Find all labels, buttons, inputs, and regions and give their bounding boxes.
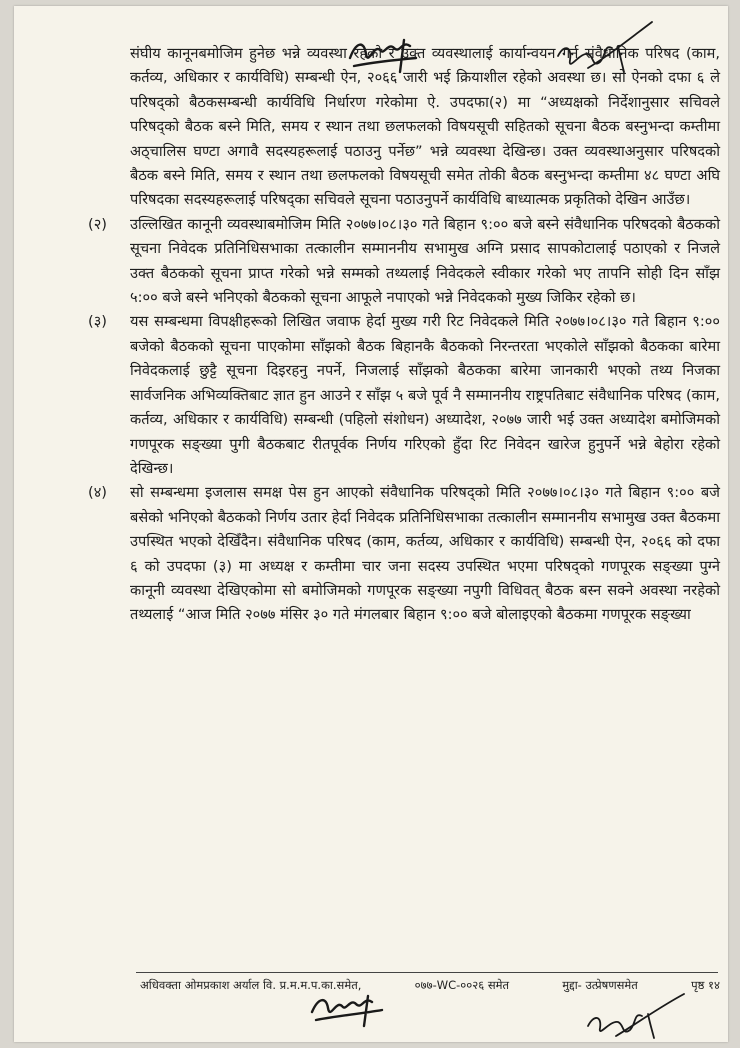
signature-bottom-right (580, 986, 690, 1042)
footer-page-number: पृष्ठ १४ (691, 978, 720, 992)
paragraph-2 (88, 213, 720, 311)
paragraph-intro (130, 42, 720, 213)
document-page (14, 6, 728, 1042)
paragraph-number: (३) (88, 313, 107, 331)
signature-bottom-left (306, 990, 390, 1030)
paragraph-number: (४) (88, 484, 107, 502)
footer-advocate: अधिवक्ता ओमप्रकाश अर्याल वि. प्र.म.म.प.का.समेत, (140, 978, 362, 992)
body-text (88, 42, 720, 628)
paragraph-text: यस सम्बन्धमा विपक्षीहरूको लिखित जवाफ हेर्दा मुख्य गरी रिट निवेदकले मिति २०७७।०८।३० गते बिहान ९:०० बजेको बैठकको सूचना पाएकोमा साँझको बैठक बिहानकै बैठकको निरन्तरता भएकोले साँझको बैठकका बारेमा निवेदकलाई छुट्टै सूचना दिइरहनु नपर्ने, निजलाई साँझको बैठकका बारेमा जानकारी भएको तथ्य निजका सार्वजनिक अभिव्यक्तिबाट ज्ञात हुन आउने र साँझ ५ बजे पूर्व नै सम्माननीय राष्ट्रपतिबाट संवैधानिक परिषद (काम, कर्तव्य, अधिकार र कार्यविधि) सम्बन्धी (पहिलो संशोधन) अध्यादेश, २०७७ जारी भई उक्त अध्यादेश बमोजिमको गणपूरक सङ्ख्या पुगी बैठकबाट रीतपूर्वक निर्णय गरिएको हुँदा रिट निवेदन खारेज हुनुपर्ने भन्ने बेहोरा रहेको देखिन्छ। (130, 313, 720, 477)
paragraph-text: उल्लिखित कानूनी व्यवस्थाबमोजिम मिति २०७७।०८।३० गते बिहान ९:०० बजे बस्ने संवैधानिक परिषदको बैठकको सूचना निवेदक प्रतिनिधिसभाका तत्कालीन सम्माननीय सभामुख अग्नि प्रसाद सापकोटालाई पठाएको र निजले उक्त बैठकको सूचना प्राप्त गरेको भन्ने सम्मको तथ्यलाई निवेदकले स्वीकार गरेको भए तापनि सोही दिन साँझ ५:०० बजे बस्ने भनिएको बैठकको सूचना आफूले नपाएको भन्ने निवेदकको मुख्य जिकिर रहेको छ। (130, 215, 720, 307)
paragraph-text: सो सम्बन्धमा इजलास समक्ष पेस हुन आएको संवैधानिक परिषद्को मिति २०७७।०८।३० गते बिहान ९:०० बजे बसेको भनिएको बैठकको निर्णय उतार हेर्दा निवेदक प्रतिनिधिसभाका तत्कालीन सम्माननीय सभामुख उक्त बैठकमा उपस्थित भएको देखिँदैन। संवैधानिक परिषद (काम, कर्तव्य, अधिकार र कार्यविधि) सम्बन्धी ऐन, २०६६ को दफा ६ को उपदफा (३) मा अध्यक्ष र कम्तीमा चार जना सदस्य उपस्थित भएमा परिषद्को गणपूरक सङ्ख्या पुग्ने कानूनी व्यवस्था देखिएकोमा सो बमोजिमको गणपूरक सङ्ख्या नपुगी विधिवत् बैठक बस्न सक्ने अवस्था नरहेको तथ्यलाई “आज मिति २०७७ मंसिर ३० गते मंगलबार बिहान ९:०० बजे बोलाइएको बैठकमा गणपूरक सङ्ख्या (130, 484, 720, 624)
paragraph-number: (२) (88, 215, 107, 233)
paragraph-4 (88, 481, 720, 627)
footer-case-number: ०७७-WC-००२६ समेत (414, 978, 510, 992)
footer-subject: मुद्दा- उत्प्रेषणसमेत (562, 978, 638, 992)
paragraph-text: संघीय कानूनबमोजिम हुनेछ भन्ने व्यवस्था रहेको र उक्त व्यवस्थालाई कार्यान्वयन गर्न संवैधानिक परिषद (काम, कर्तव्य, अधिकार र कार्यविधि) सम्बन्धी ऐन, २०६६ जारी भई क्रियाशील रहेको अवस्था छ। सो ऐनको दफा ६ ले परिषद्को बैठकसम्बन्धी कार्यविधि निर्धारण गरेकोमा ऐ. उपदफा(२) मा “अध्यक्षको निर्देशानुसार सचिवले परिषद्को बैठक बस्ने मिति, समय र स्थान तथा छलफलको विषयसूची सहितको सूचना बैठक बस्नुभन्दा कम्तीमा अठ्चालिस घण्टा अगावै सदस्यहरूलाई पठाउनु पर्नेछ” भन्ने व्यवस्था देखिन्छ। उक्त व्यवस्थाअनुसार परिषदको बैठक बस्ने मिति, समय र स्थान तथा छलफलको विषयसूची समेत तोकी बैठक बस्नुभन्दा कम्तीमा ४८ घण्टा अघि परिषदका सदस्यहरूलाई परिषद्का सचिवले सूचना पठाउनुपर्ने कार्यविधि बाध्यात्मक प्रकृतिको देखिन आउँछ। (130, 45, 720, 209)
footer-divider (136, 972, 718, 973)
paragraph-3 (88, 310, 720, 481)
